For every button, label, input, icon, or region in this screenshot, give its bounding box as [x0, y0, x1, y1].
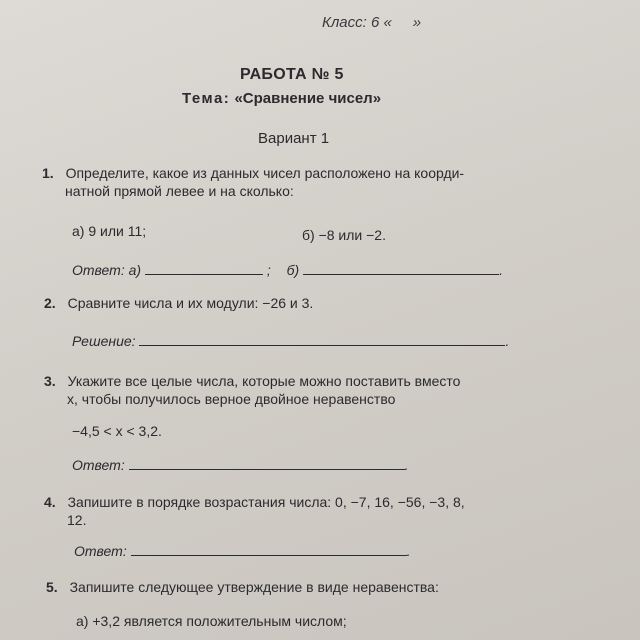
solution-line[interactable] [139, 333, 505, 346]
work-title: РАБОТА № 5 [240, 66, 344, 83]
task-5-option-a: а) +3,2 является положительным числом; [76, 613, 347, 629]
task-1-answer: Ответ: а) ; б) . [72, 262, 503, 278]
task-2-answer: Решение: . [72, 333, 510, 349]
task-4-answer: Ответ: . [74, 543, 411, 559]
task-3-answer: Ответ: . [72, 457, 409, 473]
variant-label: Вариант 1 [258, 130, 330, 147]
task-3-expression: −4,5 < x < 3,2. [72, 423, 162, 439]
task-1-option-a: а) 9 или 11; [72, 223, 147, 239]
task-2: 2. Сравните числа и их модули: −26 и 3. [44, 295, 314, 311]
task-4: 4. Запишите в порядке возрастания числа: 0, −7, 16, −56, −3, 8, 12. [44, 494, 465, 528]
task-1: 1. Определите, какое из данных чисел расположено на коорди- натной прямой левее и на сколько: [42, 165, 465, 199]
answer-line-a[interactable] [145, 262, 263, 275]
answer-line[interactable] [131, 543, 407, 556]
task-1-option-b: б) −8 или −2. [302, 227, 386, 243]
class-field: Класс: 6 « » [322, 14, 422, 31]
task-5: 5. Запишите следующее утверждение в виде неравенства: [46, 579, 439, 595]
task-3: 3. Укажите все целые числа, которые можно поставить вместо x, чтобы получилось верное двойное неравенство [44, 373, 461, 407]
answer-line[interactable] [129, 457, 405, 470]
topic-heading: Тема: «Сравнение чисел» [182, 90, 382, 107]
answer-line-b[interactable] [303, 262, 499, 275]
